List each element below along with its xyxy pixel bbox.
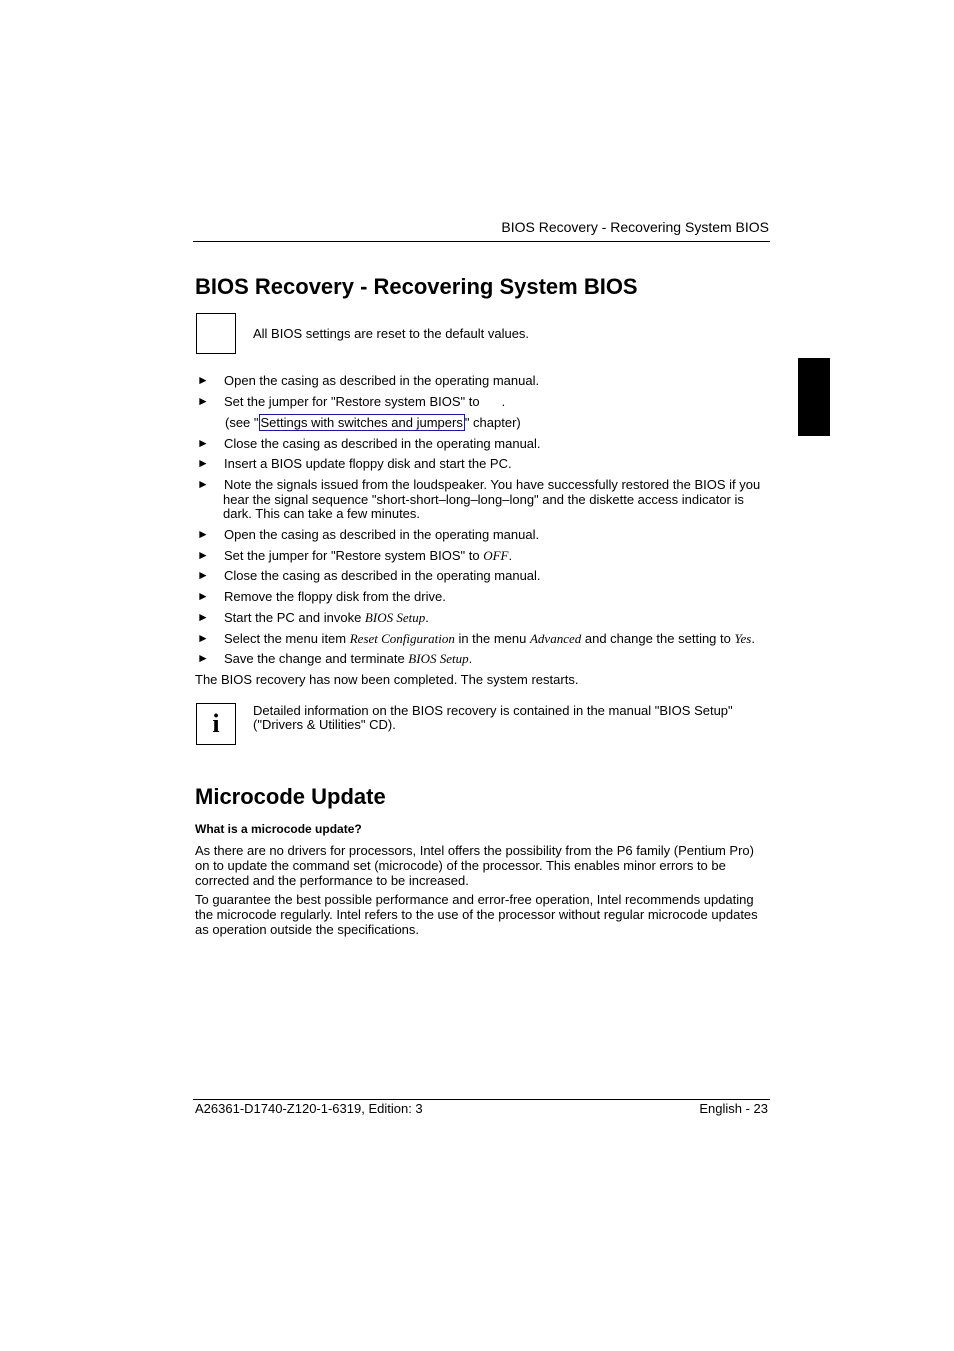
chapter-tab-marker bbox=[798, 358, 830, 436]
info-text-line2: ("Drivers & Utilities" CD). bbox=[253, 717, 396, 732]
step-2-text: Set the jumper for "Restore system BIOS" to bbox=[224, 394, 480, 409]
step-5-line3: dark. This can take a few minutes. bbox=[223, 506, 421, 521]
note-text: All BIOS settings are reset to the default values. bbox=[253, 326, 530, 341]
paragraph-2: To guarantee the best possible performance and error-free operation, Intel recommends updating the microcode regularly. Intel refers to the use of the processor without regular microcode updates as operation outside the specifications. bbox=[195, 892, 758, 937]
footer-page-number: English - 23 bbox=[699, 1101, 768, 1116]
running-header: BIOS Recovery - Recovering System BIOS bbox=[501, 219, 769, 235]
section-title-bios-recovery: BIOS Recovery - Recovering System BIOS bbox=[195, 274, 638, 299]
step-9: Remove the floppy disk from the drive. bbox=[224, 589, 446, 604]
step-2 bbox=[224, 394, 505, 409]
step-7: Set the jumper for "Restore system BIOS" to OFF. bbox=[224, 548, 513, 563]
step-5-line1: Note the signals issued from the loudspeaker. You have successfully restored the BIOS if you bbox=[224, 477, 761, 492]
bullet-icon: ► bbox=[197, 456, 209, 470]
step-1: Open the casing as described in the operating manual. bbox=[224, 373, 540, 388]
info-icon: i bbox=[196, 703, 236, 745]
paragraph-1: As there are no drivers for processors, Intel offers the possibility from the P6 family (Pentium Pro) on to update the command set (microcode) of the processor. This enables minor errors to be corrected and the performance to be increased. bbox=[195, 843, 754, 888]
step-5-line2: hear the signal sequence "short-short–long–long–long" and the diskette access indicator is bbox=[223, 492, 744, 507]
bullet-icon: ► bbox=[197, 589, 209, 603]
step-10: Start the PC and invoke BIOS Setup. bbox=[224, 610, 429, 625]
step-4: Insert a BIOS update floppy disk and start the PC. bbox=[224, 456, 512, 471]
bullet-icon: ► bbox=[197, 527, 209, 541]
bullet-icon: ► bbox=[197, 373, 209, 387]
header-rule bbox=[193, 241, 770, 242]
bullet-icon: ► bbox=[197, 436, 209, 450]
footer-document-id: A26361-D1740-Z120-1-6319, Edition: 3 bbox=[195, 1101, 423, 1116]
note-icon bbox=[196, 313, 236, 354]
bullet-icon: ► bbox=[197, 631, 209, 645]
section-title-microcode-update: Microcode Update bbox=[195, 784, 386, 809]
step-8: Close the casing as described in the operating manual. bbox=[224, 568, 541, 583]
step-12: Save the change and terminate BIOS Setup. bbox=[224, 651, 473, 666]
step-2-suffix: . bbox=[501, 394, 506, 409]
bullet-icon: ► bbox=[197, 477, 209, 491]
bullet-icon: ► bbox=[197, 610, 209, 624]
conclusion-text: The BIOS recovery has now been completed. The system restarts. bbox=[195, 672, 579, 687]
bullet-icon: ► bbox=[197, 651, 209, 665]
info-text-line1: Detailed information on the BIOS recovery is contained in the manual "BIOS Setup" bbox=[253, 703, 733, 718]
step-6: Open the casing as described in the operating manual. bbox=[224, 527, 540, 542]
step-11: Select the menu item Reset Configuration in the menu Advanced and change the setting to Yes. bbox=[224, 631, 755, 646]
subsection-heading: What is a microcode update? bbox=[195, 822, 362, 836]
step-2-see-reference: (see " Settings with switches and jumpers " chapter) bbox=[225, 415, 521, 430]
settings-chapter-link[interactable]: Settings with switches and jumpers bbox=[260, 415, 463, 430]
footer-rule bbox=[193, 1099, 770, 1100]
bullet-icon: ► bbox=[197, 568, 209, 582]
bullet-icon: ► bbox=[197, 394, 209, 408]
step-3: Close the casing as described in the operating manual. bbox=[224, 436, 541, 451]
bullet-icon: ► bbox=[197, 548, 209, 562]
